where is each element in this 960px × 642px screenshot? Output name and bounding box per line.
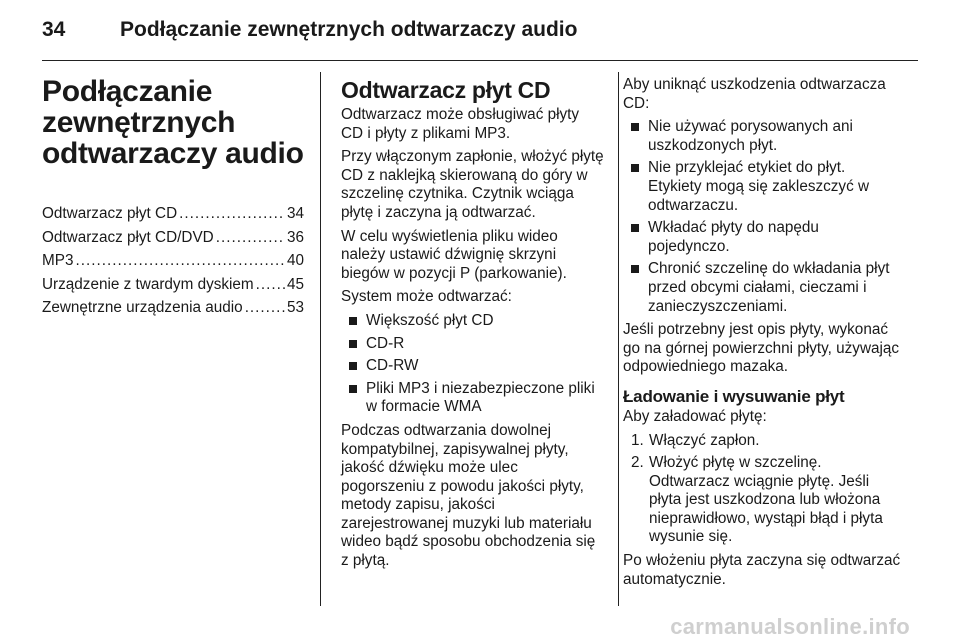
step-text: Włączyć zapłon. (649, 431, 760, 449)
toc-entry[interactable] (42, 299, 304, 318)
right-column (623, 76, 903, 594)
toc-leader-dots (179, 205, 285, 224)
toc-entry-page: 34 (286, 205, 304, 222)
list-item (341, 380, 604, 417)
list-item (341, 357, 604, 376)
list-item-text: CD-R (366, 334, 405, 352)
list-item (623, 118, 903, 155)
square-bullet-icon (349, 340, 357, 348)
step-item (623, 432, 903, 451)
paragraph: System może odtwarzać: (341, 288, 512, 306)
toc-leader-dots (256, 276, 285, 295)
paragraph: Aby załadować płytę: (623, 407, 767, 425)
bullet-list (341, 312, 604, 417)
page-number: 34 (42, 18, 66, 41)
paragraph: W celu wyświetlenia pliku wideo należy ustawić dźwignię skrzyni biegów w pozycji P (parkowanie). (341, 227, 567, 282)
toc-leader-dots (245, 299, 285, 318)
list-item (623, 159, 903, 215)
running-title: Podłączanie zewnętrznych odtwarzaczy audio (120, 18, 578, 41)
bullet-list (623, 118, 903, 316)
list-item (341, 335, 604, 354)
chapter-title-line: Podłączanie (42, 75, 213, 108)
toc-entry[interactable] (42, 252, 304, 271)
subsection-title: Ładowanie i wysuwanie płyt (623, 386, 845, 406)
square-bullet-icon (631, 224, 639, 232)
toc-entry-label: Zewnętrzne urządzenia audio (42, 299, 243, 317)
toc-entry[interactable] (42, 276, 304, 295)
toc-entry[interactable] (42, 229, 304, 248)
square-bullet-icon (631, 123, 639, 131)
middle-column (341, 76, 604, 576)
list-item-text: Nie używać porysowanych ani uszkodzonych płyt. (648, 118, 853, 154)
toc-leader-dots (216, 229, 285, 248)
chapter-title-line: odtwarzaczy audio (42, 137, 304, 170)
toc-entry-page: 40 (286, 252, 304, 270)
paragraph: Odtwarzacz może obsługiwać płyty CD i płyty z plikami MP3. (341, 106, 580, 142)
section-title: Odtwarzacz płyt CD (341, 77, 551, 103)
paragraph: Po włożeniu płyta zaczyna się odtwarzać automatycznie. (623, 552, 901, 588)
table-of-contents (42, 205, 304, 318)
toc-entry-label: Urządzenie z twardym dyskiem (42, 275, 254, 293)
square-bullet-icon (349, 362, 357, 370)
step-text: Włożyć płytę w szczelinę. Odtwarzacz wciągnie płytę. Jeśli płyta jest uszkodzona lub włożona nieprawidłowo, wystąpi błąd i płyta wysunie się. (649, 454, 883, 546)
chapter-title-line: zewnętrznych (42, 106, 236, 139)
square-bullet-icon (349, 385, 357, 393)
square-bullet-icon (631, 164, 639, 172)
column-divider (618, 72, 619, 606)
list-item (623, 219, 903, 256)
toc-entry-page: 53 (286, 299, 304, 317)
column-divider (320, 72, 321, 606)
paragraph: Podczas odtwarzania dowolnej kompatybilnej, zapisywalnej płyty, jakość dźwięku może ulec pogorszeniu z powodu jakości płyty, metody zapisu, jakości zarejestrowanej muzyki lub materiału wideo bądź sposobu obchodzenia się z płytą. (341, 421, 596, 570)
toc-entry-label: Odtwarzacz płyt CD/DVD (42, 228, 214, 246)
toc-entry-label: Odtwarzacz płyt CD (42, 205, 178, 222)
toc-entry-page: 36 (286, 228, 304, 246)
step-number: 2. (631, 454, 644, 472)
list-item-text: Wkładać płyty do napędu pojedynczo. (648, 219, 819, 255)
list-item-text: Większość płyt CD (366, 311, 494, 329)
paragraph: Aby uniknąć uszkodzenia odtwarzacza CD: (623, 76, 886, 112)
square-bullet-icon (631, 265, 639, 273)
list-item-text: Pliki MP3 i niezabezpieczone pliki w formacie WMA (366, 379, 595, 416)
chapter-title (42, 76, 304, 169)
paragraph: Jeśli potrzebny jest opis płyty, wykonać go na górnej powierzchni płyty, używając odpowiedniego mazaka. (623, 321, 900, 376)
list-item (341, 312, 604, 331)
list-item (623, 260, 903, 316)
step-number: 1. (631, 431, 644, 449)
square-bullet-icon (349, 317, 357, 325)
toc-entry-label: MP3 (42, 252, 74, 270)
numbered-list (623, 432, 903, 548)
left-column (42, 76, 304, 323)
paragraph: Przy włączonym zapłonie, włożyć płytę CD z naklejką skierowaną do góry w szczelinę czytnika. Czytnik wciąga płytę i zaczyna ją odtwarzać. (341, 148, 604, 221)
toc-entry-page: 45 (286, 275, 304, 293)
watermark: carmanualsonline.info (670, 614, 910, 639)
step-item (623, 454, 903, 547)
toc-leader-dots (75, 252, 285, 271)
toc-entry[interactable] (42, 205, 304, 224)
page-header (42, 12, 918, 61)
list-item-text: CD-RW (366, 357, 419, 375)
list-item-text: Chronić szczelinę do wkładania płyt przed obcymi ciałami, cieczami i zanieczyszczeniami. (648, 260, 890, 315)
list-item-text: Nie przyklejać etykiet do płyt. Etykiety mogą się zakleszczyć w odtwarzaczu. (648, 159, 870, 214)
